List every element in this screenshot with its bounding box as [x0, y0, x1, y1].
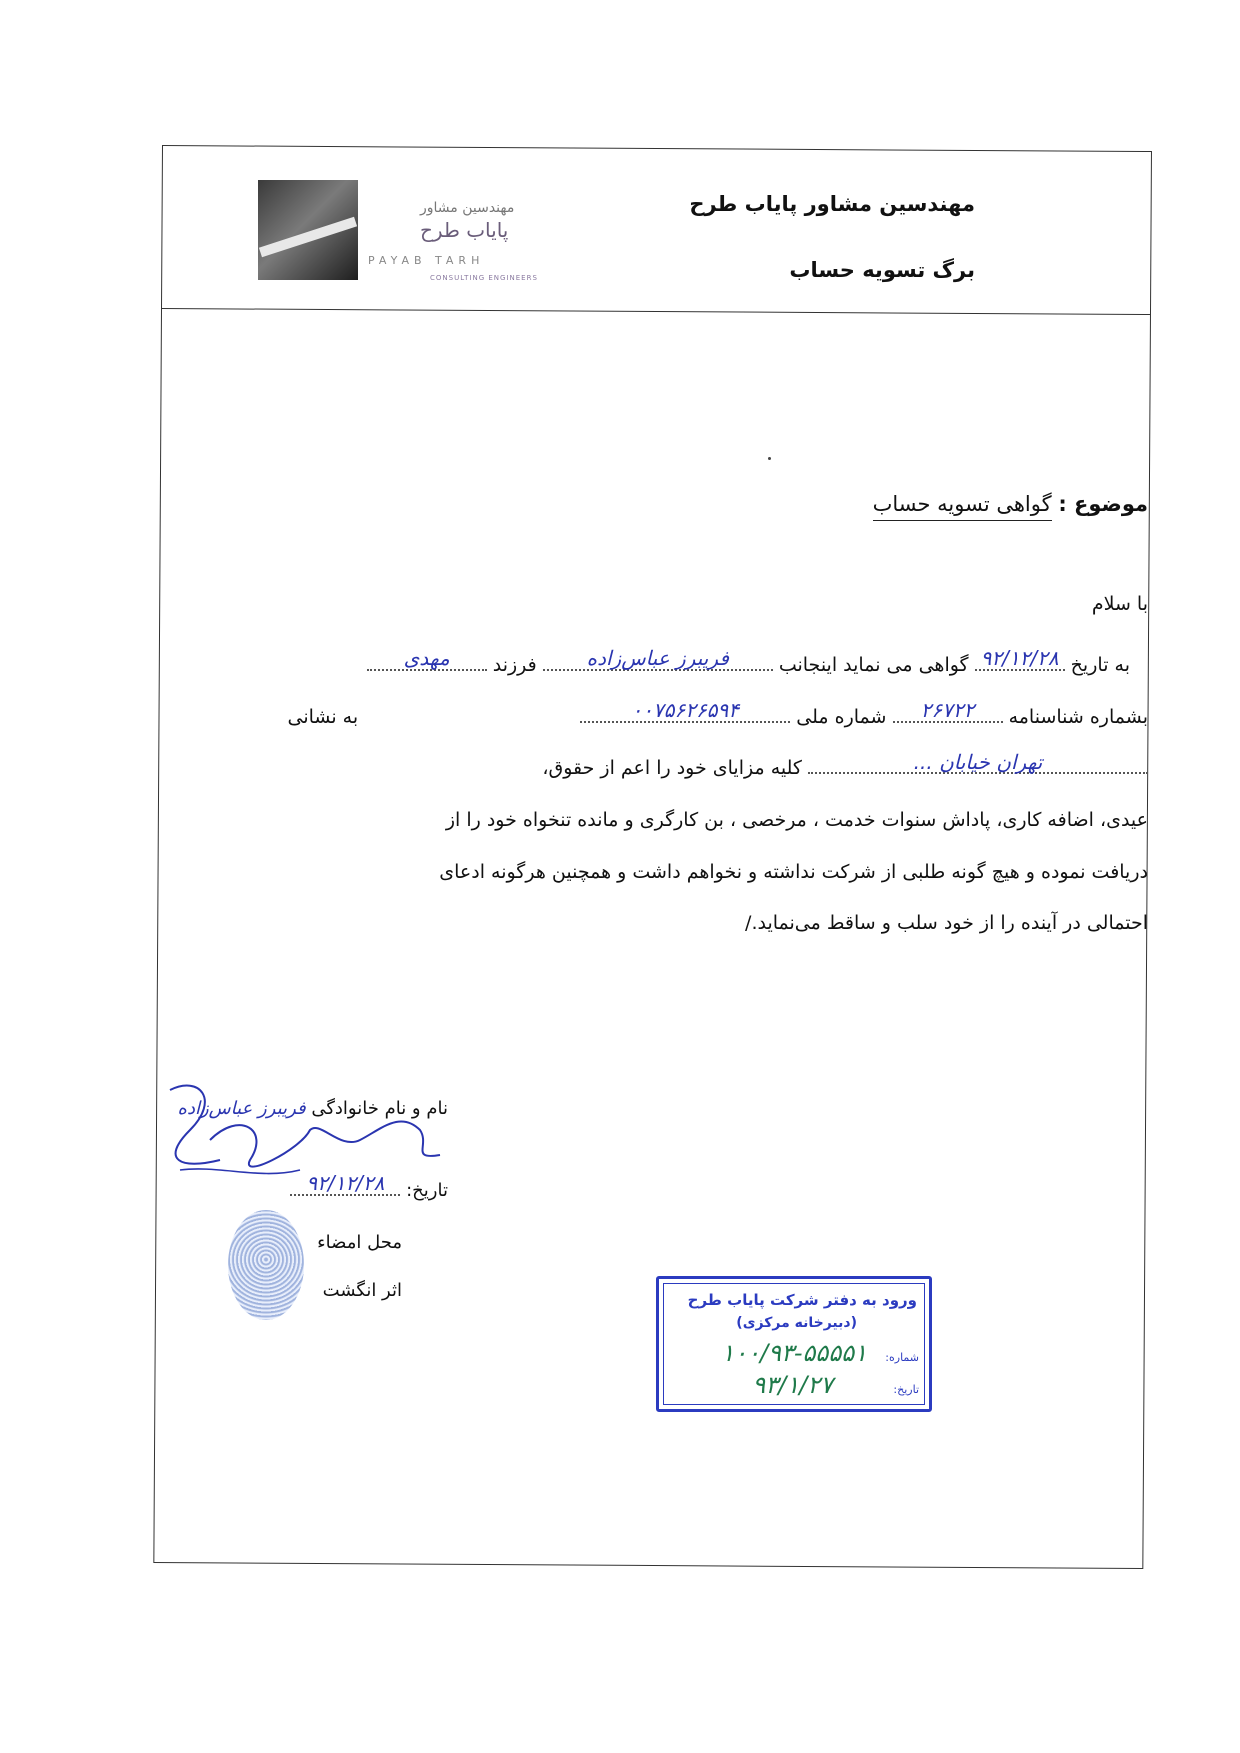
stamp-subtitle: (دبیرخانه مرکزی)	[736, 1315, 857, 1331]
body-line-3: تهران خیابان ... کلیه مزایای خود را اعم از حقوق،	[253, 743, 1148, 795]
subject-label: موضوع :	[1058, 492, 1148, 516]
stamp-title: ورود به دفتر شرکت پایاب طرح	[687, 1291, 917, 1309]
stamp-number-value: ۱۰۰/۹۳-۵۵۵۵۱	[721, 1339, 867, 1367]
signature-name-handwritten: فریبرز عباس‌زاده	[177, 1098, 306, 1119]
logo-text-fa: مهندسین مشاور	[420, 200, 515, 216]
body-line-4: عیدی، اضافه کاری، پاداش سنوات خدمت ، مرخصی ، بن کارگری و مانده تنخواه خود را از	[445, 809, 1148, 832]
subject-value: گواهی تسویه حساب	[873, 492, 1052, 521]
company-name: مهندسین مشاور پایاب طرح	[689, 192, 975, 216]
body-line-5: دریافت نموده و هیچ گونه طلبی از شرکت نداشته و نخواهم داشت و همچنین هرگونه ادعای	[439, 860, 1148, 883]
greeting: با سلام	[1091, 593, 1148, 615]
signature-place-label: محل امضاء	[317, 1232, 402, 1253]
subject-line	[873, 492, 1148, 516]
father-name-handwritten: مهدی	[403, 646, 450, 671]
fingerprint-icon	[228, 1210, 304, 1320]
form-title: برگ تسویه حساب	[789, 258, 975, 282]
stamp-date-value: ۹۳/۱/۲۷	[752, 1371, 833, 1399]
signature-date-row	[290, 1171, 448, 1201]
body-line-1: به تاریخ ۹۲/۱۲/۲۸ گواهی می نماید اینجانب فریبرز عباس‌زاده فرزند مهدی	[253, 640, 1148, 692]
date-handwritten: ۹۲/۱۲/۲۸	[980, 646, 1059, 671]
company-logo-icon	[258, 180, 358, 280]
logo-text-fa-name: پایاب طرح	[420, 218, 509, 242]
stamp-date-label: تاریخ:	[893, 1383, 919, 1396]
scan-speck	[768, 457, 771, 460]
signature-date-label: تاریخ:	[406, 1180, 448, 1201]
signature-name-row	[178, 1098, 448, 1119]
stamp-number-label: شماره:	[885, 1351, 919, 1364]
id-number-handwritten: ۲۶۷۲۲	[920, 697, 975, 722]
signature-name-label: نام و نام خانوادگی	[311, 1098, 448, 1119]
national-id-handwritten: ۰۰۷۵۶۲۶۵۹۴	[631, 697, 739, 722]
address-handwritten: تهران خیابان ...	[913, 749, 1043, 774]
certificate-body	[253, 640, 1148, 950]
employee-name-handwritten: فریبرز عباس‌زاده	[586, 646, 729, 671]
body-line-2: بشماره شناسنامه ۲۶۷۲۲ شماره ملی ۰۰۷۵۶۲۶۵۹۴ به نشانی	[253, 692, 1148, 744]
logo-text-en-sub: CONSULTING ENGINEERS	[430, 274, 538, 282]
fingerprint-label: اثر انگشت	[322, 1280, 402, 1301]
registration-stamp	[656, 1276, 932, 1412]
signature-date-handwritten: ۹۲/۱۲/۲۸	[306, 1171, 385, 1195]
logo-text-en: PAYAB TARH	[368, 254, 485, 267]
body-line-6: احتمالی در آینده را از خود سلب و ساقط می‌نماید./	[745, 912, 1148, 935]
